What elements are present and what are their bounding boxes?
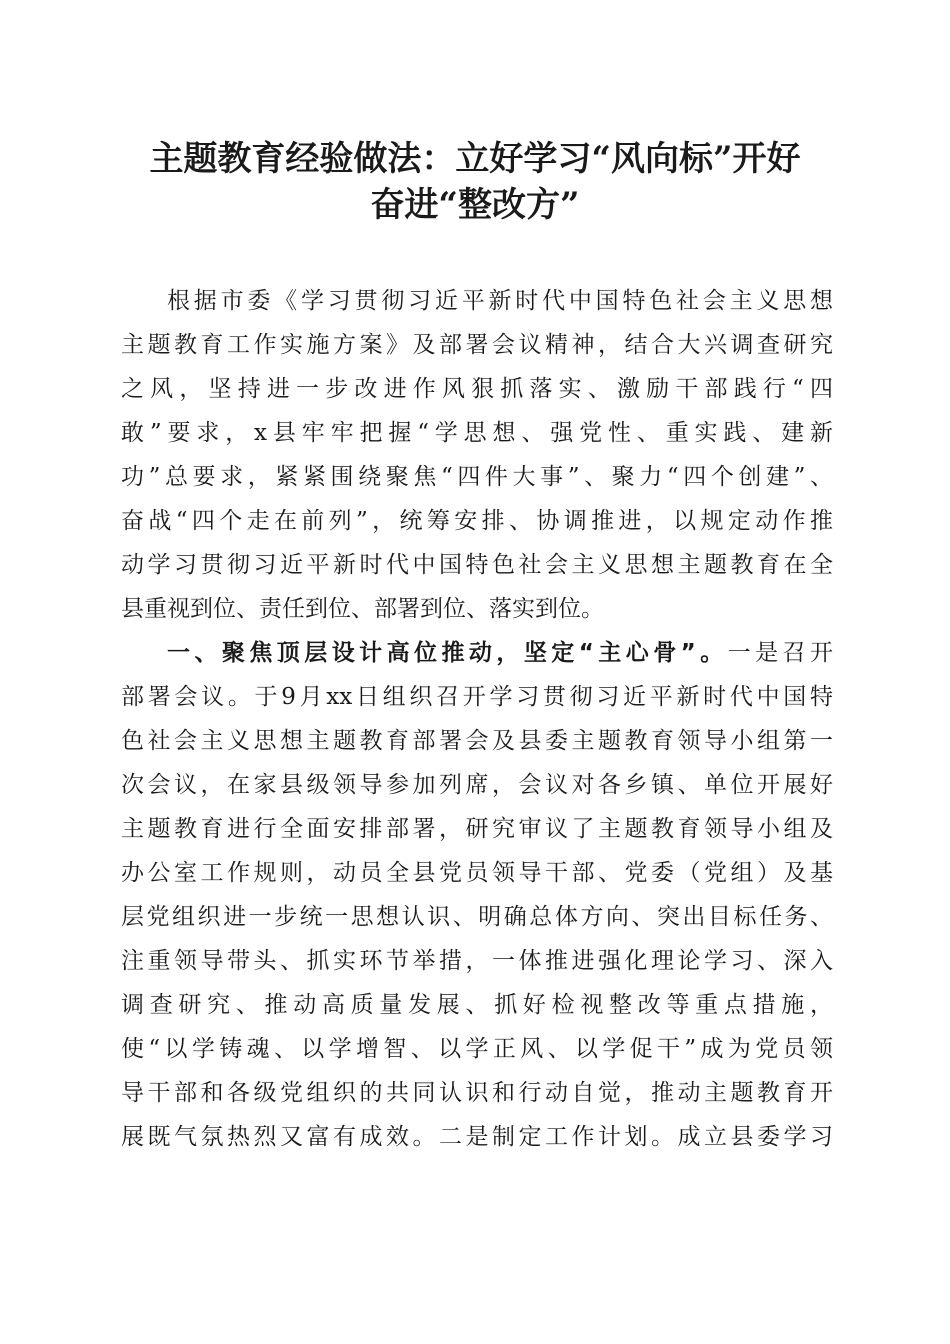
document-title [100, 136, 850, 228]
text-line: 注重领导带头、抓实环节举措，一体推进强化理论学习、深入 [121, 948, 833, 974]
paragraph-section-1 [121, 631, 833, 1159]
text-line: 调查研究、推动高质量发展、抓好检视整改等重点措施， [121, 992, 833, 1018]
section-first-line [121, 631, 833, 675]
document-body [121, 279, 833, 1159]
text-line: 主题教育进行全面安排部署，研究审议了主题教育领导小组及 [121, 816, 833, 842]
text-line: 层党组织进一步统一思想认识、明确总体方向、突出目标任务、 [121, 904, 833, 930]
text-line: 敢”要求，x县牢牢把握“学思想、强党性、重实践、建新 [121, 420, 833, 446]
text-line: 县重视到位、责任到位、部署到位、落实到位。 [121, 596, 604, 622]
text-line: 功”总要求，紧紧围绕聚焦“四件大事”、聚力“四个创建”、 [121, 464, 833, 490]
title-line-2: 奋进“整改方” [370, 185, 580, 225]
text-line: 导干部和各级党组织的共同认识和行动自觉，推动主题教育开 [121, 1080, 833, 1106]
text-line: 动学习贯彻习近平新时代中国特色社会主义思想主题教育在全 [121, 552, 833, 578]
text-line: 办公室工作规则，动员全县党员领导干部、党委（党组）及基 [121, 860, 833, 886]
text-line: 根据市委《学习贯彻习近平新时代中国特色社会主义思想 [167, 288, 833, 314]
section-heading: 一、聚焦顶层设计高位推动，坚定“主心骨”。 [167, 640, 728, 666]
paragraph-intro [121, 279, 833, 631]
text-line: 奋战“四个走在前列”，统筹安排、协调推进，以规定动作推 [121, 508, 833, 534]
text-line: 色社会主义思想主题教育部署会及县委主题教育领导小组第一 [121, 728, 833, 754]
text-line: 展既气氛热烈又富有成效。二是制定工作计划。成立县委学习 [121, 1124, 833, 1150]
text-line: 主题教育工作实施方案》及部署会议精神，结合大兴调查研究 [121, 332, 833, 358]
text-line: 使“以学铸魂、以学增智、以学正风、以学促干”成为党员领 [121, 1036, 833, 1062]
text-line: 部署会议。于9月xx日组织召开学习贯彻习近平新时代中国特 [121, 684, 833, 710]
title-line-1: 主题教育经验做法：立好学习“风向标”开好 [149, 139, 801, 179]
text-line: 次会议，在家县级领导参加列席，会议对各乡镇、单位开展好 [121, 772, 833, 798]
section-first-line-text: 一是召开 [727, 640, 834, 666]
text-line: 之风，坚持进一步改进作风狠抓落实、激励干部践行“四 [121, 376, 833, 402]
